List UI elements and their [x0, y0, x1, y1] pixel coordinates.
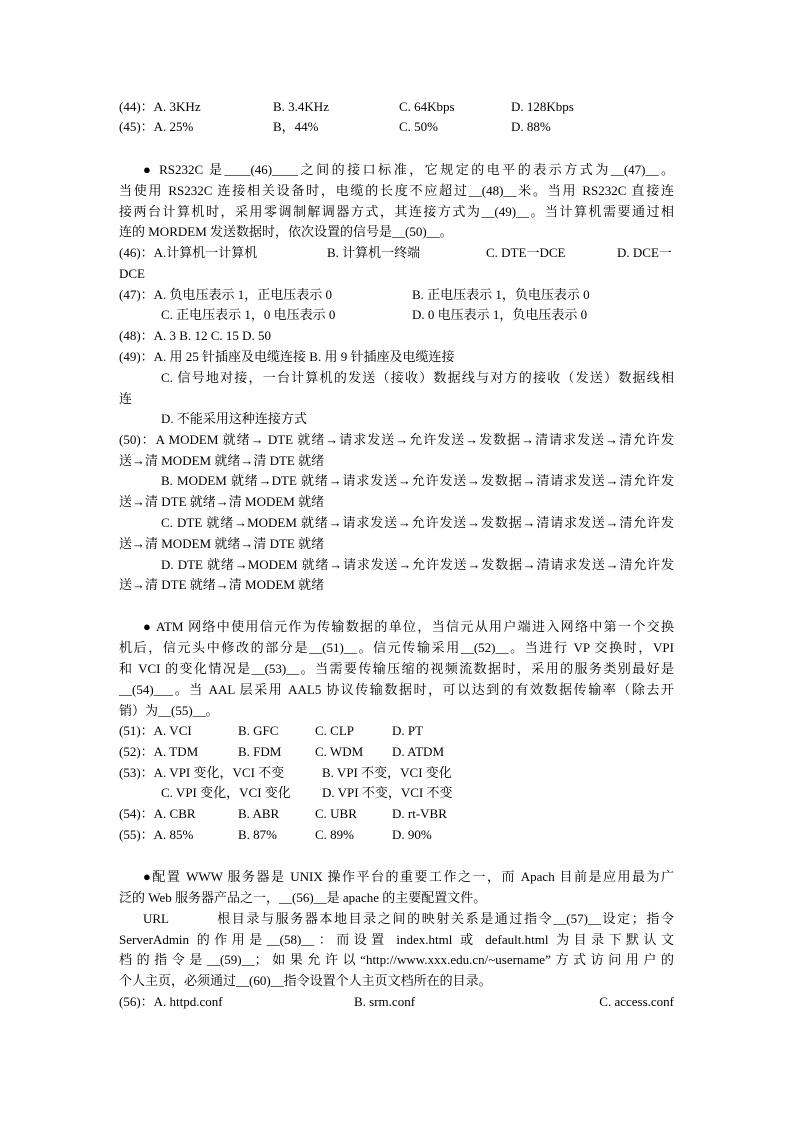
- option-d: D. 88%: [511, 119, 551, 134]
- question-50-option-c-wrap: 送→清 MODEM 就绪→清 DTE 就绪: [119, 536, 325, 551]
- question-51-options: [119, 722, 674, 740]
- option-c: C. 64Kbps: [399, 99, 455, 114]
- option-b: B. 正电压表示 1，负电压表示 0: [412, 287, 590, 302]
- question-54-options: [119, 805, 674, 823]
- option-d: D. DCE一: [617, 245, 672, 260]
- option-b: B. FDM: [238, 744, 282, 759]
- option-b: B. VPI 不变，VCI 变化: [322, 765, 452, 780]
- question-49-options: (49)：A. 用 25 针插座及电缆连接 B. 用 9 针插座及电缆连接: [119, 349, 455, 364]
- atm-paragraph-line: __(54)___。当 AAL 层采用 AAL5 协议传输数据时，可以达到的有效数据传输率（除去开: [119, 682, 674, 697]
- www-paragraph-line: 泛的 Web 服务器产品之一，__(56)__是 apache 的主要配置文件。: [119, 890, 487, 905]
- option-c: C. WDM: [315, 744, 364, 759]
- option-d: D. 90%: [392, 827, 432, 842]
- question-52-options: [119, 743, 674, 761]
- question-53-options: [161, 784, 674, 802]
- question-45-options: [119, 118, 674, 136]
- atm-paragraph-line: 机后，信元头中修改的部分是__(51)__。信元传输采用__(52)__。当进行 VP 交换时，VPI: [119, 640, 674, 655]
- question-50-option-c: C. DTE 就绪→MODEM 就绪→请求发送→允许发送→发数据→清请求发送→清允许发: [161, 515, 674, 530]
- option-b: B. ABR: [238, 806, 280, 821]
- option-c: C. 50%: [399, 119, 438, 134]
- www-paragraph-line: ●配置 WWW 服务器是 UNIX 操作平台的重要工作之一，而 Apach 目前是应用最为广: [143, 869, 674, 884]
- option-c: C. 89%: [315, 827, 354, 842]
- question-48-options: (48)：A. 3 B. 12 C. 15 D. 50: [119, 328, 272, 343]
- option-b: B. 计算机一终端: [327, 245, 421, 260]
- option-b: B. srm.conf: [354, 994, 416, 1009]
- atm-paragraph-line: ● ATM 网络中使用信元作为传输数据的单位，当信元从用户端进入网络中第一个交换: [143, 619, 674, 634]
- rs232-paragraph-line: 接两台计算机时，采用零调制解调器方式，其连接方式为__(49)__。当计算机需要通过相: [119, 204, 674, 219]
- option-c: C. UBR: [315, 806, 357, 821]
- option-a: (55)：A. 85%: [119, 827, 194, 842]
- atm-paragraph-line: 和 VCI 的变化情况是__(53)__。当需要传输压缩的视频流数据时，采用的服务类别最好是: [119, 661, 674, 676]
- question-49-option-c-wrap: 连: [119, 391, 133, 406]
- rs232-paragraph-line: 连的 MORDEM 发送数据时，依次设置的信号是__(50)__。: [119, 224, 453, 239]
- question-53-options: [119, 764, 674, 782]
- atm-paragraph-line: 销）为__(55)__。: [119, 703, 219, 718]
- option-a: (52)：A. TDM: [119, 744, 199, 759]
- www-paragraph-line: ServerAdmin 的作用是__(58)__：而设置 index.html 或 default.html 为目录下默认文: [119, 932, 674, 947]
- option-c: C. 正电压表示 1，0 电压表示 0: [161, 307, 336, 322]
- option-a: (47)：A. 负电压表示 1，正电压表示 0: [119, 287, 333, 302]
- option-b: B，44%: [273, 119, 319, 134]
- option-c: C. access.conf: [599, 994, 674, 1009]
- question-50-option-b: B. MODEM 就绪→DTE 就绪→请求发送→允许发送→发数据→清请求发送→清允许发: [161, 473, 674, 488]
- option-a: (53)：A. VPI 变化，VCI 不变: [119, 765, 285, 780]
- option-d: D. rt-VBR: [392, 806, 447, 821]
- option-a: (56)：A. httpd.conf: [119, 994, 223, 1009]
- option-d: D. PT: [392, 723, 424, 738]
- option-b: B. 3.4KHz: [273, 99, 329, 114]
- option-a: (51)：A. VCI: [119, 723, 192, 738]
- www-paragraph-line: 个人主页，必须通过__(60)__指令设置个人主页文档所在的目录。: [119, 973, 492, 988]
- option-c: C. VPI 变化，VCI 变化: [161, 785, 291, 800]
- option-c: C. DTE一DCE: [486, 245, 566, 260]
- question-50-option-b-wrap: 送→清 DTE 就绪→清 MODEM 就绪: [119, 494, 325, 509]
- question-49-option-c: C. 信号地对接，一台计算机的发送（接收）数据线与对方的接收（发送）数据线相: [161, 370, 674, 385]
- option-a: (44)：A. 3KHz: [119, 99, 201, 114]
- option-a: (45)：A. 25%: [119, 119, 194, 134]
- option-a: (54)：A. CBR: [119, 806, 196, 821]
- question-50-option-a-wrap: 送→清 MODEM 就绪→清 DTE 就绪: [119, 453, 325, 468]
- option-a: (46)：A.计算机一计算机: [119, 245, 258, 260]
- question-55-options: [119, 826, 674, 844]
- www-paragraph-line: 档的指令是__(59)__；如果允许以“http://www.xxx.edu.cn/~username”方式访问用户的: [119, 952, 674, 967]
- option-d: D. VPI 不变，VCI 不变: [322, 785, 453, 800]
- rs232-paragraph-line: ● RS232C 是____(46)____之间的接口标准，它规定的电平的表示方式为__(47)__。: [143, 162, 674, 177]
- question-56-options: [119, 993, 674, 1011]
- question-47-options: [161, 306, 674, 324]
- option-d: D. 0 电压表示 1，负电压表示 0: [412, 307, 588, 322]
- question-46-wrap: DCE: [119, 266, 145, 281]
- question-50-option-d-wrap: 送→清 DTE 就绪→清 MODEM 就绪: [119, 577, 325, 592]
- option-d: D. ATDM: [392, 744, 445, 759]
- question-50-option-d: D. DTE 就绪→MODEM 就绪→请求发送→允许发送→发数据→清请求发送→清允许发: [161, 557, 674, 572]
- rs232-paragraph-line: 当使用 RS232C 连接相关设备时，电缆的长度不应超过__(48)__米。当用 RS232C 直接连: [119, 183, 674, 198]
- option-d: D. 128Kbps: [511, 99, 574, 114]
- option-c: C. CLP: [315, 723, 355, 738]
- question-47-options: [119, 286, 674, 304]
- www-paragraph-line: URL 根目录与服务器本地目录之间的映射关系是通过指令__(57)__设定；指令: [143, 911, 674, 926]
- question-50-option-a: (50)：A MODEM 就绪→ DTE 就绪→请求发送→允许发送→发数据→清请求发送→清允许发: [119, 432, 674, 447]
- question-49-option-d: D. 不能采用这种连接方式: [161, 411, 307, 426]
- question-46-options: [119, 244, 674, 262]
- option-b: B. 87%: [238, 827, 277, 842]
- option-b: B. GFC: [238, 723, 279, 738]
- question-44-options: [119, 98, 674, 116]
